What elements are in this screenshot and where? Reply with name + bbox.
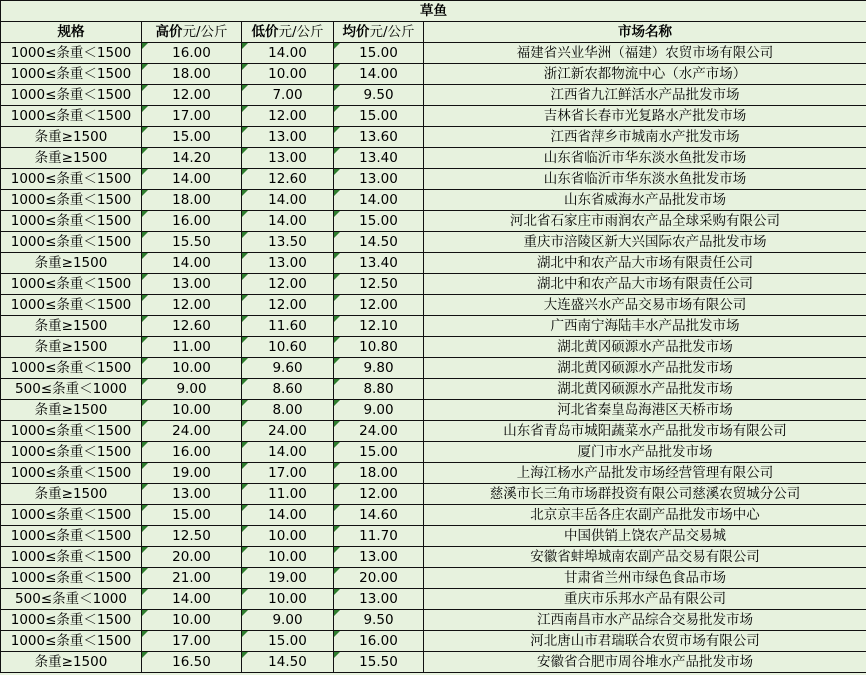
market-cell[interactable]: 湖北黄冈硕源水产品批发市场 bbox=[424, 337, 866, 358]
high-price-cell[interactable]: 14.00 bbox=[142, 589, 242, 610]
low-price-cell[interactable]: 7.00 bbox=[242, 85, 334, 106]
avg-price-cell[interactable]: 12.00 bbox=[334, 295, 424, 316]
high-price-cell[interactable]: 12.50 bbox=[142, 526, 242, 547]
market-cell[interactable]: 厦门市水产品批发市场 bbox=[424, 442, 866, 463]
avg-price-cell[interactable]: 15.00 bbox=[334, 442, 424, 463]
table-row bbox=[1, 652, 866, 673]
low-price-cell[interactable]: 12.00 bbox=[242, 106, 334, 127]
spec-cell[interactable]: 1000≤条重＜1500 bbox=[1, 274, 142, 295]
spec-cell[interactable]: 1000≤条重＜1500 bbox=[1, 211, 142, 232]
high-price-cell[interactable]: 16.00 bbox=[142, 442, 242, 463]
low-price-cell[interactable]: 19.00 bbox=[242, 568, 334, 589]
avg-price-cell[interactable]: 9.50 bbox=[334, 85, 424, 106]
table-row bbox=[1, 316, 866, 337]
spec-cell[interactable]: 1000≤条重＜1500 bbox=[1, 442, 142, 463]
high-price-cell[interactable]: 12.00 bbox=[142, 85, 242, 106]
spec-cell[interactable]: 1000≤条重＜1500 bbox=[1, 631, 142, 652]
spec-cell[interactable]: 500≤条重＜1000 bbox=[1, 379, 142, 400]
spec-cell[interactable]: 条重≥1500 bbox=[1, 484, 142, 505]
high-price-cell[interactable]: 21.00 bbox=[142, 568, 242, 589]
market-cell[interactable]: 江西省九江鲜活水产品批发市场 bbox=[424, 85, 866, 106]
table-row bbox=[1, 505, 866, 526]
low-price-cell[interactable]: 9.00 bbox=[242, 610, 334, 631]
high-price-cell[interactable]: 15.00 bbox=[142, 505, 242, 526]
market-cell[interactable]: 重庆市涪陵区新大兴国际农产品批发市场 bbox=[424, 232, 866, 253]
table-row bbox=[1, 379, 866, 400]
high-price-cell[interactable]: 9.00 bbox=[142, 379, 242, 400]
avg-price-cell[interactable]: 14.00 bbox=[334, 190, 424, 211]
header-high-unit: 元/公斤 bbox=[182, 24, 228, 40]
market-cell[interactable]: 湖北黄冈硕源水产品批发市场 bbox=[424, 379, 866, 400]
high-price-cell[interactable]: 15.00 bbox=[142, 127, 242, 148]
avg-price-cell[interactable]: 15.00 bbox=[334, 43, 424, 64]
low-price-cell[interactable]: 10.60 bbox=[242, 337, 334, 358]
low-price-cell[interactable]: 12.00 bbox=[242, 295, 334, 316]
low-price-cell[interactable]: 17.00 bbox=[242, 463, 334, 484]
low-price-cell[interactable]: 13.50 bbox=[242, 232, 334, 253]
header-high-label: 高价 bbox=[155, 24, 183, 40]
market-cell[interactable]: 大连盛兴水产品交易市场有限公司 bbox=[424, 295, 866, 316]
low-price-cell[interactable]: 12.60 bbox=[242, 169, 334, 190]
high-price-cell[interactable]: 14.00 bbox=[142, 253, 242, 274]
market-cell[interactable]: 慈溪市长三角市场群投资有限公司慈溪农贸城分公司 bbox=[424, 484, 866, 505]
market-cell[interactable]: 甘肃省兰州市绿色食品市场 bbox=[424, 568, 866, 589]
table-row bbox=[1, 190, 866, 211]
market-cell[interactable]: 安徽省蚌埠城南农副产品交易有限公司 bbox=[424, 547, 866, 568]
table-row bbox=[1, 169, 866, 190]
avg-price-cell[interactable]: 15.00 bbox=[334, 106, 424, 127]
spec-cell[interactable]: 1000≤条重＜1500 bbox=[1, 610, 142, 631]
avg-price-cell[interactable]: 18.00 bbox=[334, 463, 424, 484]
low-price-cell[interactable]: 8.60 bbox=[242, 379, 334, 400]
table-row bbox=[1, 253, 866, 274]
high-price-cell[interactable]: 10.00 bbox=[142, 358, 242, 379]
avg-price-cell[interactable]: 9.00 bbox=[334, 400, 424, 421]
spec-cell[interactable]: 1000≤条重＜1500 bbox=[1, 169, 142, 190]
low-price-cell[interactable]: 24.00 bbox=[242, 421, 334, 442]
high-price-cell[interactable]: 14.20 bbox=[142, 148, 242, 169]
table-row bbox=[1, 232, 866, 253]
avg-price-cell[interactable]: 13.00 bbox=[334, 169, 424, 190]
market-cell[interactable]: 江西省萍乡市城南水产批发市场 bbox=[424, 127, 866, 148]
table-body bbox=[1, 43, 866, 673]
high-price-cell[interactable]: 13.00 bbox=[142, 274, 242, 295]
table-row bbox=[1, 526, 866, 547]
low-price-cell[interactable]: 14.00 bbox=[242, 442, 334, 463]
market-cell[interactable]: 河北唐山市君瑞联合农贸市场有限公司 bbox=[424, 631, 866, 652]
table-row bbox=[1, 610, 866, 631]
low-price-cell[interactable]: 13.00 bbox=[242, 253, 334, 274]
table-row bbox=[1, 295, 866, 316]
avg-price-cell[interactable]: 15.50 bbox=[334, 652, 424, 673]
table-row bbox=[1, 400, 866, 421]
spec-cell[interactable]: 1000≤条重＜1500 bbox=[1, 526, 142, 547]
low-price-cell[interactable]: 14.00 bbox=[242, 505, 334, 526]
market-cell[interactable]: 福建省兴业华洲（福建）农贸市场有限公司 bbox=[424, 43, 866, 64]
high-price-cell[interactable]: 18.00 bbox=[142, 190, 242, 211]
low-price-cell[interactable]: 10.00 bbox=[242, 526, 334, 547]
spec-cell[interactable]: 1000≤条重＜1500 bbox=[1, 64, 142, 85]
avg-price-cell[interactable]: 20.00 bbox=[334, 568, 424, 589]
market-cell[interactable]: 江西南昌市水产品综合交易批发市场 bbox=[424, 610, 866, 631]
market-cell[interactable]: 吉林省长春市光复路水产批发市场 bbox=[424, 106, 866, 127]
table-row bbox=[1, 337, 866, 358]
spec-cell[interactable]: 1000≤条重＜1500 bbox=[1, 421, 142, 442]
high-price-cell[interactable]: 10.00 bbox=[142, 400, 242, 421]
avg-price-cell[interactable]: 11.70 bbox=[334, 526, 424, 547]
low-price-cell[interactable]: 10.00 bbox=[242, 589, 334, 610]
low-price-cell[interactable]: 9.60 bbox=[242, 358, 334, 379]
low-price-cell[interactable]: 15.00 bbox=[242, 631, 334, 652]
avg-price-cell[interactable]: 14.00 bbox=[334, 64, 424, 85]
market-cell[interactable]: 广西南宁海陆丰水产品批发市场 bbox=[424, 316, 866, 337]
avg-price-cell[interactable]: 14.50 bbox=[334, 232, 424, 253]
table-row bbox=[1, 358, 866, 379]
spec-cell[interactable]: 条重≥1500 bbox=[1, 316, 142, 337]
spec-cell[interactable]: 条重≥1500 bbox=[1, 400, 142, 421]
table-row bbox=[1, 106, 866, 127]
avg-price-cell[interactable]: 9.50 bbox=[334, 610, 424, 631]
market-cell[interactable]: 河北省石家庄市雨润农产品全球采购有限公司 bbox=[424, 211, 866, 232]
market-cell[interactable]: 山东省临沂市华东淡水鱼批发市场 bbox=[424, 148, 866, 169]
avg-price-cell[interactable]: 12.00 bbox=[334, 484, 424, 505]
avg-price-cell[interactable]: 13.40 bbox=[334, 253, 424, 274]
market-cell[interactable]: 山东省临沂市华东淡水鱼批发市场 bbox=[424, 169, 866, 190]
high-price-cell[interactable]: 19.00 bbox=[142, 463, 242, 484]
market-cell[interactable]: 山东省青岛市城阳蔬菜水产品批发市场有限公司 bbox=[424, 421, 866, 442]
spec-cell[interactable]: 1000≤条重＜1500 bbox=[1, 568, 142, 589]
low-price-cell[interactable]: 11.00 bbox=[242, 484, 334, 505]
market-cell[interactable]: 重庆市乐邦水产品有限公司 bbox=[424, 589, 866, 610]
table-row bbox=[1, 442, 866, 463]
market-cell[interactable]: 北京京丰岳各庄农副产品批发市场中心 bbox=[424, 505, 866, 526]
avg-price-cell[interactable]: 9.80 bbox=[334, 358, 424, 379]
header-avg-price bbox=[334, 22, 424, 43]
high-price-cell[interactable]: 16.00 bbox=[142, 43, 242, 64]
low-price-cell[interactable]: 14.00 bbox=[242, 43, 334, 64]
table-row bbox=[1, 421, 866, 442]
high-price-cell[interactable]: 16.00 bbox=[142, 211, 242, 232]
high-price-cell[interactable]: 16.50 bbox=[142, 652, 242, 673]
spec-cell[interactable]: 条重≥1500 bbox=[1, 253, 142, 274]
table-row bbox=[1, 589, 866, 610]
high-price-cell[interactable]: 10.00 bbox=[142, 610, 242, 631]
low-price-cell[interactable]: 10.00 bbox=[242, 64, 334, 85]
spec-cell[interactable]: 1000≤条重＜1500 bbox=[1, 190, 142, 211]
spec-cell[interactable]: 1000≤条重＜1500 bbox=[1, 43, 142, 64]
spec-cell[interactable]: 条重≥1500 bbox=[1, 337, 142, 358]
table-row bbox=[1, 484, 866, 505]
avg-price-cell[interactable]: 12.50 bbox=[334, 274, 424, 295]
market-cell[interactable]: 山东省威海水产品批发市场 bbox=[424, 190, 866, 211]
table-title: 草鱼 bbox=[1, 1, 866, 22]
low-price-cell[interactable]: 11.60 bbox=[242, 316, 334, 337]
table-row bbox=[1, 64, 866, 85]
header-low-label: 低价 bbox=[251, 24, 279, 40]
header-row bbox=[1, 22, 866, 43]
avg-price-cell[interactable]: 13.60 bbox=[334, 127, 424, 148]
high-price-cell[interactable]: 17.00 bbox=[142, 106, 242, 127]
spec-cell[interactable]: 1000≤条重＜1500 bbox=[1, 85, 142, 106]
high-price-cell[interactable]: 14.00 bbox=[142, 169, 242, 190]
spec-cell[interactable]: 条重≥1500 bbox=[1, 148, 142, 169]
avg-price-cell[interactable]: 12.10 bbox=[334, 316, 424, 337]
header-avg-unit: 元/公斤 bbox=[369, 24, 415, 40]
header-high-price bbox=[142, 22, 242, 43]
market-cell[interactable]: 湖北中和农产品大市场有限责任公司 bbox=[424, 274, 866, 295]
avg-price-cell[interactable]: 10.80 bbox=[334, 337, 424, 358]
high-price-cell[interactable]: 12.60 bbox=[142, 316, 242, 337]
avg-price-cell[interactable]: 14.60 bbox=[334, 505, 424, 526]
header-low-price bbox=[242, 22, 334, 43]
table-row bbox=[1, 148, 866, 169]
table-row bbox=[1, 211, 866, 232]
header-avg-label: 均价 bbox=[342, 24, 370, 40]
table-row bbox=[1, 127, 866, 148]
high-price-cell[interactable]: 24.00 bbox=[142, 421, 242, 442]
table-row bbox=[1, 631, 866, 652]
high-price-cell[interactable]: 15.50 bbox=[142, 232, 242, 253]
low-price-cell[interactable]: 14.00 bbox=[242, 211, 334, 232]
high-price-cell[interactable]: 13.00 bbox=[142, 484, 242, 505]
low-price-cell[interactable]: 10.00 bbox=[242, 547, 334, 568]
avg-price-cell[interactable]: 15.00 bbox=[334, 211, 424, 232]
avg-price-cell[interactable]: 16.00 bbox=[334, 631, 424, 652]
table-row bbox=[1, 85, 866, 106]
market-cell[interactable]: 河北省秦皇岛海港区天桥市场 bbox=[424, 400, 866, 421]
high-price-cell[interactable]: 12.00 bbox=[142, 295, 242, 316]
market-cell[interactable]: 浙江新农都物流中心（水产市场） bbox=[424, 64, 866, 85]
low-price-cell[interactable]: 14.50 bbox=[242, 652, 334, 673]
low-price-cell[interactable]: 12.00 bbox=[242, 274, 334, 295]
low-price-cell[interactable]: 8.00 bbox=[242, 400, 334, 421]
header-low-unit: 元/公斤 bbox=[278, 24, 324, 40]
spec-cell[interactable]: 500≤条重＜1000 bbox=[1, 589, 142, 610]
table-row bbox=[1, 568, 866, 589]
market-cell[interactable]: 上海江杨水产品批发市场经营管理有限公司 bbox=[424, 463, 866, 484]
spec-cell[interactable]: 条重≥1500 bbox=[1, 652, 142, 673]
spec-cell[interactable]: 1000≤条重＜1500 bbox=[1, 505, 142, 526]
high-price-cell[interactable]: 11.00 bbox=[142, 337, 242, 358]
spec-cell[interactable]: 1000≤条重＜1500 bbox=[1, 547, 142, 568]
table-row bbox=[1, 547, 866, 568]
avg-price-cell[interactable]: 13.40 bbox=[334, 148, 424, 169]
spec-cell[interactable]: 1000≤条重＜1500 bbox=[1, 295, 142, 316]
market-cell[interactable]: 湖北中和农产品大市场有限责任公司 bbox=[424, 253, 866, 274]
header-market: 市场名称 bbox=[424, 22, 866, 43]
low-price-cell[interactable]: 13.00 bbox=[242, 127, 334, 148]
low-price-cell[interactable]: 14.00 bbox=[242, 190, 334, 211]
table-row bbox=[1, 274, 866, 295]
spec-cell[interactable]: 条重≥1500 bbox=[1, 127, 142, 148]
market-cell[interactable]: 中国供销上饶农产品交易城 bbox=[424, 526, 866, 547]
spec-cell[interactable]: 1000≤条重＜1500 bbox=[1, 106, 142, 127]
title-row bbox=[1, 1, 866, 22]
table-row bbox=[1, 463, 866, 484]
spec-cell[interactable]: 1000≤条重＜1500 bbox=[1, 232, 142, 253]
avg-price-cell[interactable]: 8.80 bbox=[334, 379, 424, 400]
header-spec: 规格 bbox=[1, 22, 142, 43]
avg-price-cell[interactable]: 13.00 bbox=[334, 547, 424, 568]
table-row bbox=[1, 43, 866, 64]
spec-cell[interactable]: 1000≤条重＜1500 bbox=[1, 463, 142, 484]
high-price-cell[interactable]: 20.00 bbox=[142, 547, 242, 568]
avg-price-cell[interactable]: 13.00 bbox=[334, 589, 424, 610]
high-price-cell[interactable]: 17.00 bbox=[142, 631, 242, 652]
avg-price-cell[interactable]: 24.00 bbox=[334, 421, 424, 442]
market-cell[interactable]: 湖北黄冈硕源水产品批发市场 bbox=[424, 358, 866, 379]
market-cell[interactable]: 安徽省合肥市周谷堆水产品批发市场 bbox=[424, 652, 866, 673]
high-price-cell[interactable]: 18.00 bbox=[142, 64, 242, 85]
spec-cell[interactable]: 1000≤条重＜1500 bbox=[1, 358, 142, 379]
low-price-cell[interactable]: 13.00 bbox=[242, 148, 334, 169]
